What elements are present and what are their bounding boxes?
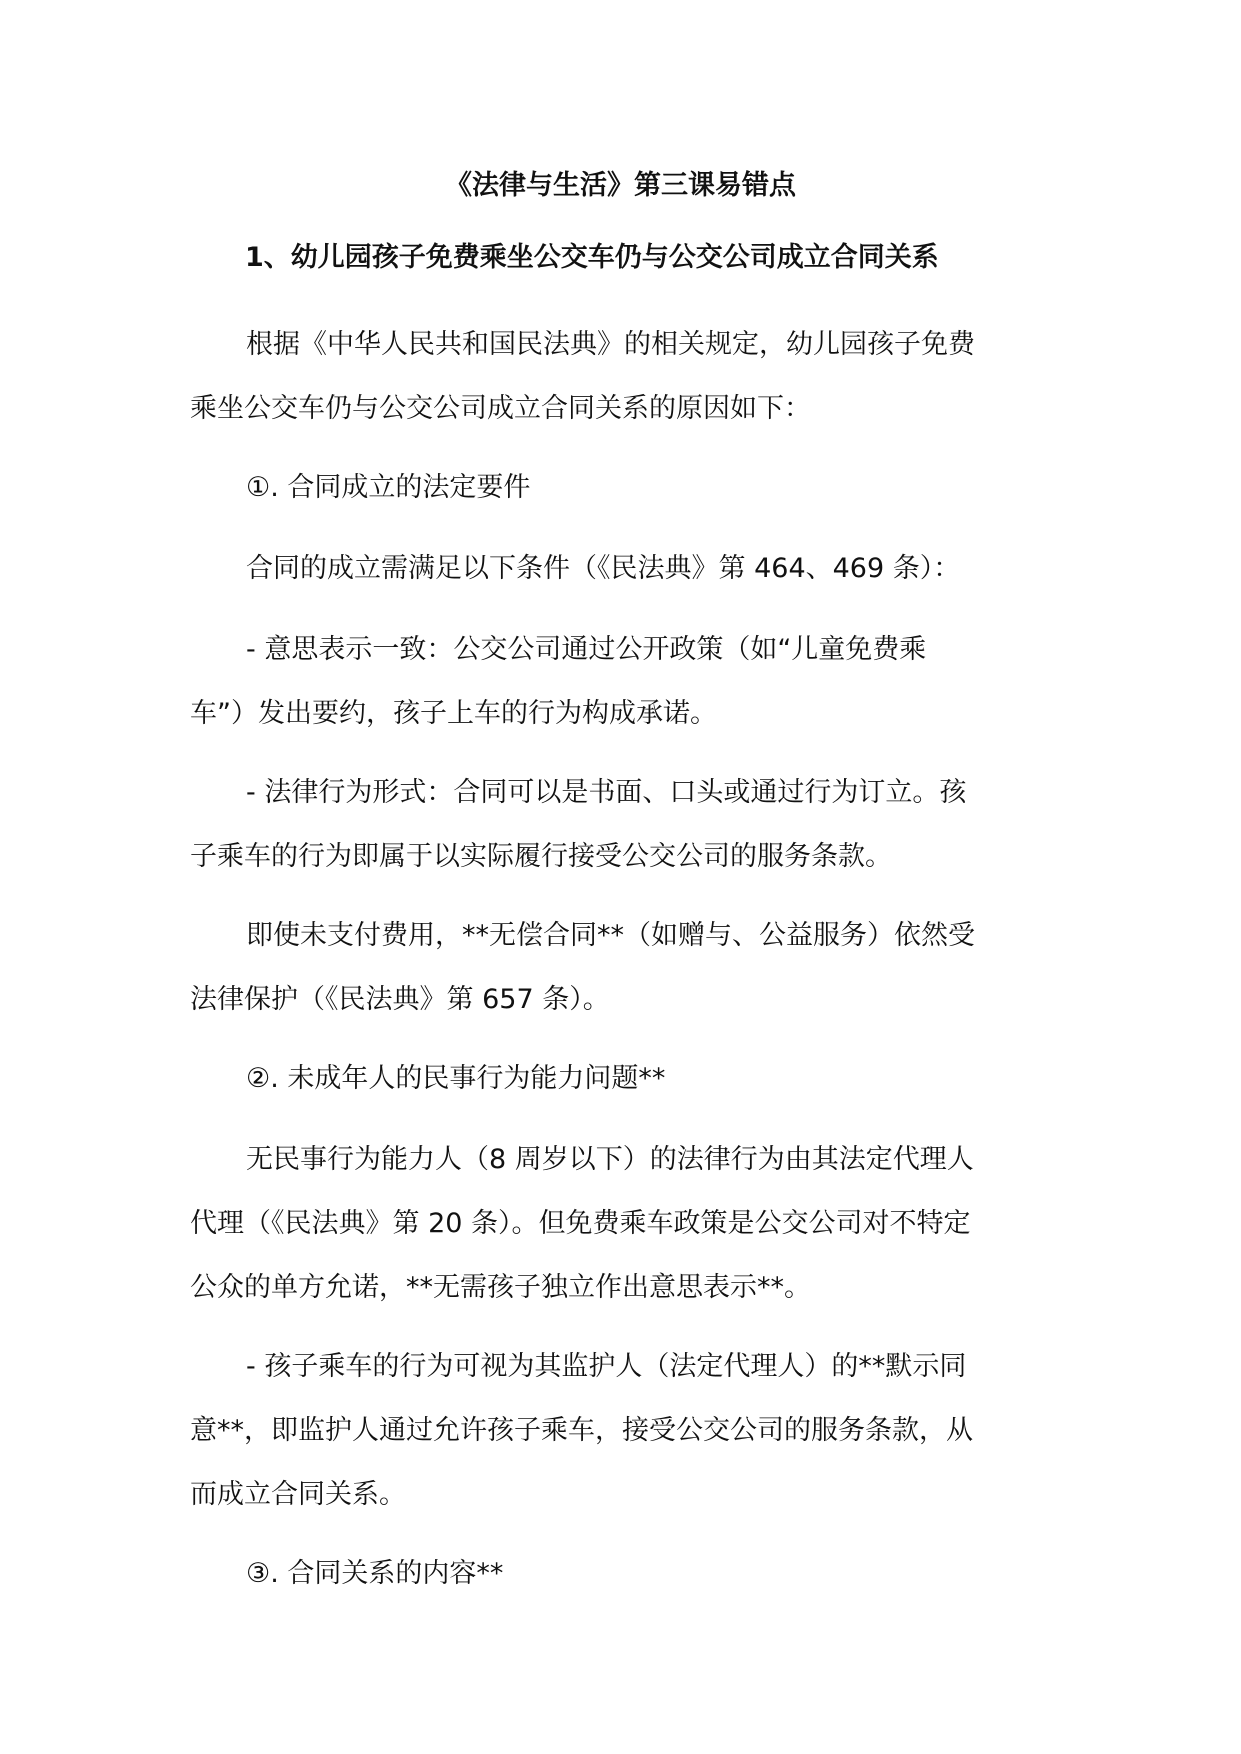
subsection-heading	[190, 1542, 1060, 1606]
paragraph-line: 公众的单方允诺，**无需孩子独立作出意思表示**。	[190, 1272, 811, 1303]
paragraph-line: 意**，即监护人通过允许孩子乘车，接受公交公司的服务条款，从	[190, 1415, 973, 1446]
paragraph-line: 合同的成立需满足以下条件（《民法典》第 464、469 条）：	[246, 553, 961, 584]
paragraph-line: 车”）发出要约，孩子上车的行为构成承诺。	[190, 698, 717, 729]
paragraph-line: - 法律行为形式：合同可以是书面、口头或通过行为订立。孩	[246, 777, 967, 808]
paragraph-line: - 孩子乘车的行为可视为其监护人（法定代理人）的**默示同	[246, 1351, 967, 1382]
paragraph-line: - 意思表示一致：公交公司通过公开政策（如“儿童免费乘	[246, 634, 927, 665]
subsection-heading	[190, 1047, 1060, 1111]
paragraph-line: 法律保护（《民法典》第 657 条）。	[190, 984, 610, 1015]
paragraph-line: 根据《中华人民共和国民法典》的相关规定，幼儿园孩子免费	[246, 329, 975, 360]
paragraph	[190, 761, 1060, 889]
paragraph-line: 代理（《民法典》第 20 条）。但免费乘车政策是公交公司对不特定	[190, 1208, 971, 1239]
subsection-heading	[190, 456, 1060, 520]
paragraph-line: ②. 未成年人的民事行为能力问题**	[246, 1063, 666, 1094]
paragraph	[190, 618, 1060, 746]
paragraph-line: 而成立合同关系。	[190, 1479, 406, 1510]
paragraph	[190, 1335, 1060, 1527]
paragraph	[190, 904, 1060, 1032]
paragraph	[190, 537, 1060, 601]
section-heading: 1、幼儿园孩子免费乘坐公交车仍与公交公司成立合同关系	[245, 242, 939, 273]
paragraph-line: ③. 合同关系的内容**	[246, 1558, 504, 1589]
document-title: 《法律与生活》第三课易错点	[445, 170, 796, 201]
paragraph-line: 子乘车的行为即属于以实际履行接受公交公司的服务条款。	[190, 841, 892, 872]
paragraph-line: ①. 合同成立的法定要件	[246, 472, 531, 503]
paragraph	[190, 313, 1060, 441]
paragraph-line: 无民事行为能力人（8 周岁以下）的法律行为由其法定代理人	[246, 1144, 974, 1175]
paragraph-line: 即使未支付费用，**无偿合同**（如赠与、公益服务）依然受	[246, 920, 975, 951]
paragraph	[190, 1128, 1060, 1320]
paragraph-line: 乘坐公交车仍与公交公司成立合同关系的原因如下：	[190, 393, 811, 424]
